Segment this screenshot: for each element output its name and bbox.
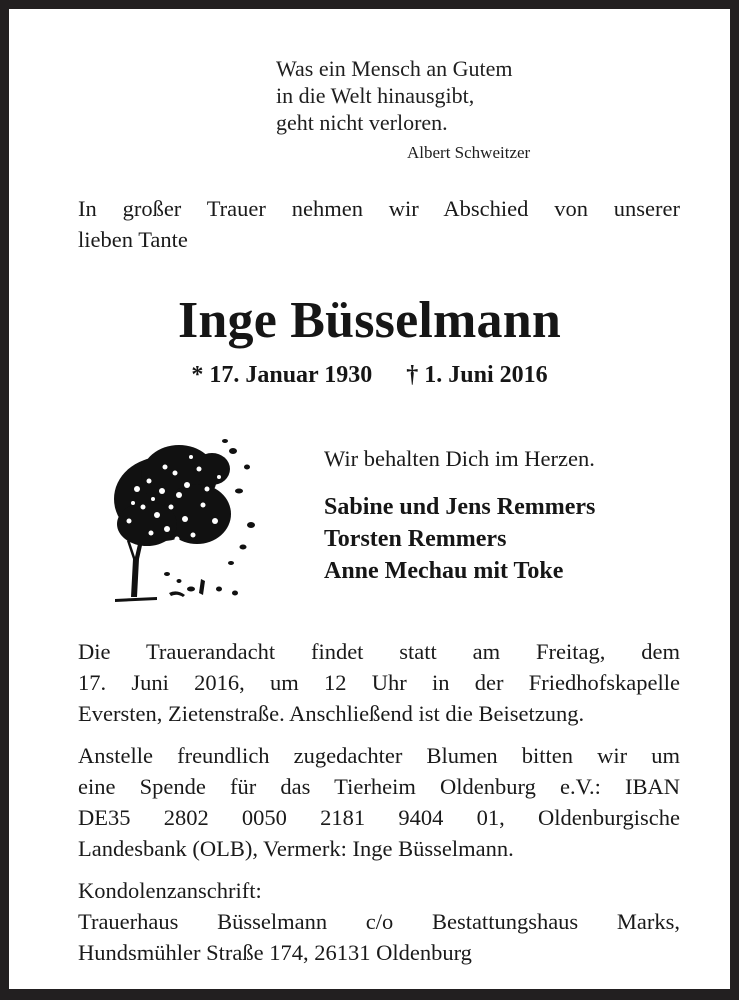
quote-author: Albert Schweitzer [407,143,531,162]
mourners-list [324,491,595,587]
text-line: Trauerhaus Büsselmann c/o Bestattungshaus Marks, [78,909,680,934]
obituary-card [9,9,730,989]
quote [276,55,513,136]
text-line: Eversten, Zietenstraße. Anschließend ist die Beisetzung. [78,701,585,726]
death-date: † 1. Juni 2016 [406,362,548,388]
text-line: DE35 2802 0050 2181 9404 01, Oldenburgische [78,805,680,830]
quote-line: in die Welt hinausgibt, [276,83,475,108]
text-line: In großer Trauer nehmen wir Abschied von unserer [78,196,680,221]
deceased-name: Inge Büsselmann [178,292,561,349]
text-line: 17. Juni 2016, um 12 Uhr in der Friedhofskapelle [78,670,680,695]
text-line: Die Trauerandacht findet statt am Freitag, dem [78,639,680,664]
life-dates [9,362,730,389]
text-line: Anstelle freundlich zugedachter Blumen bitten wir um [78,743,680,768]
text-line: eine Spende für das Tierheim Oldenburg e.V.: IBAN [78,774,680,799]
mourner-name: Sabine und Jens Remmers [324,494,596,520]
quote-line: Was ein Mensch an Gutem [276,56,513,81]
text-line: lieben Tante [78,227,188,252]
quote-line: geht nicht verloren. [276,110,448,135]
intro-paragraph [78,193,680,255]
tree-icon [107,429,262,604]
text-line: Kondolenzanschrift: [78,878,262,903]
service-paragraph [78,636,680,729]
birth-date: * 17. Januar 1930 [191,362,373,388]
farewell-line: Wir behalten Dich im Herzen. [324,446,595,471]
donation-paragraph [78,740,680,864]
text-line: Hundsmühler Straße 174, 26131 Oldenburg [78,940,472,965]
text-line: Landesbank (OLB), Vermerk: Inge Büsselmann. [78,836,514,861]
mourner-name: Torsten Remmers [324,526,507,552]
condolence-address [78,875,680,968]
mourner-name: Anne Mechau mit Toke [324,558,564,584]
